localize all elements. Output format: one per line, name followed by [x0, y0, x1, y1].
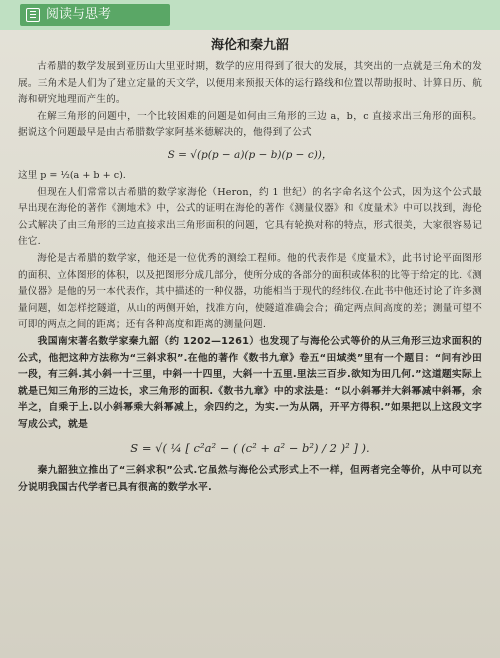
- paragraph-1: 古希腊的数学发展到亚历山大里亚时期，数学的应用得到了很大的发展，其突出的一点就是三角术的发展。三角术是人们为了建立定量的天文学，以便用来预报天体的运行路线和位置以帮助报时、计算日历、航海和研究地理而产生的。: [18, 61, 482, 106]
- paragraph-7: 秦九韶独立推出了“三斜求积”公式.它虽然与海伦公式形式上不一样，但两者完全等价，从中可以充分说明我国古代学者已具有很高的数学水平.: [18, 465, 482, 494]
- book-icon: [26, 8, 40, 22]
- paragraph-4: 但现在人们常常以古希腊的数学家海伦（Heron，约 1 世纪）的名字命名这个公式，因为这个公式最早出现在海伦的著作《测地术》中，公式的证明在海伦的著作《测量仪器》和《度量术》中可以找到，海伦公式解决了由三角形的三边直接求出三角形面积的问题，它具有轮换对称的特点，形式很美，大家很容易记住它.: [18, 186, 482, 248]
- section-tab: [20, 4, 170, 26]
- article-body: [18, 34, 482, 497]
- heron-formula: S = √(p(p − a)(p − b)(p − c))，: [167, 148, 333, 161]
- paragraph-6: 我国南宋著名数学家秦九韶（约 1202—1261）也发现了与海伦公式等价的从三角形三边求面积的公式，他把这种方法称为“三斜求积”.在他的著作《数书九章》卷五“田域类”里有一个题目：“问有沙田一段，有三斜.其小斜一十三里，中斜一十四里，大斜一十五里.里法三百步.欲知为田几何.”这道题实际上就是已知三角形的三边长，求三角形的面积.《数书九章》中的求法是：“以小斜幂并大斜幂减中斜幂，余半之，自乘于上.以小斜幂乘大斜幂减上，余四约之，为实.一为从隅，开平方得积.”如果把以上这段文字写成公式，就是: [18, 335, 482, 430]
- qin-jiushao-formula: S = √( ¼ [ c²a² − ( (c² + a² − b²) / 2 )² ] ).: [130, 441, 370, 456]
- paragraph-3: 这里 p = ½(a + b + c).: [18, 169, 126, 181]
- section-header-bar: [0, 0, 500, 30]
- article-title: 海伦和秦九韶: [210, 38, 289, 53]
- paragraph-2: 在解三角形的问题中，一个比较困难的问题是如何由三角形的三边 a，b，c 直接求出三角形的面积。据说这个问题最早是由古希腊数学家阿基米德解决的，他得到了公式: [18, 110, 482, 139]
- section-tab-label: 阅读与思考: [46, 7, 112, 22]
- paragraph-5: 海伦是古希腊的数学家，他还是一位优秀的测绘工程师。他的代表作是《度量术》，此书讨论平面图形的面积、立体图形的体积，以及把图形分成几部分，使所分成的各部分的面积或体积的比等于给定的比.《测量仪器》是他的另一本代表作，其中描述的一种仪器，功能相当于现代的经纬仪.在此书中他还讨论了许多测量问题，如怎样挖隧道，从山的两侧开始，找准方向，使隧道准确会合；确定两点间高度的差；测量可望不可即的两点之间的距离；还有各种高度和距离的测量问题.: [18, 252, 482, 331]
